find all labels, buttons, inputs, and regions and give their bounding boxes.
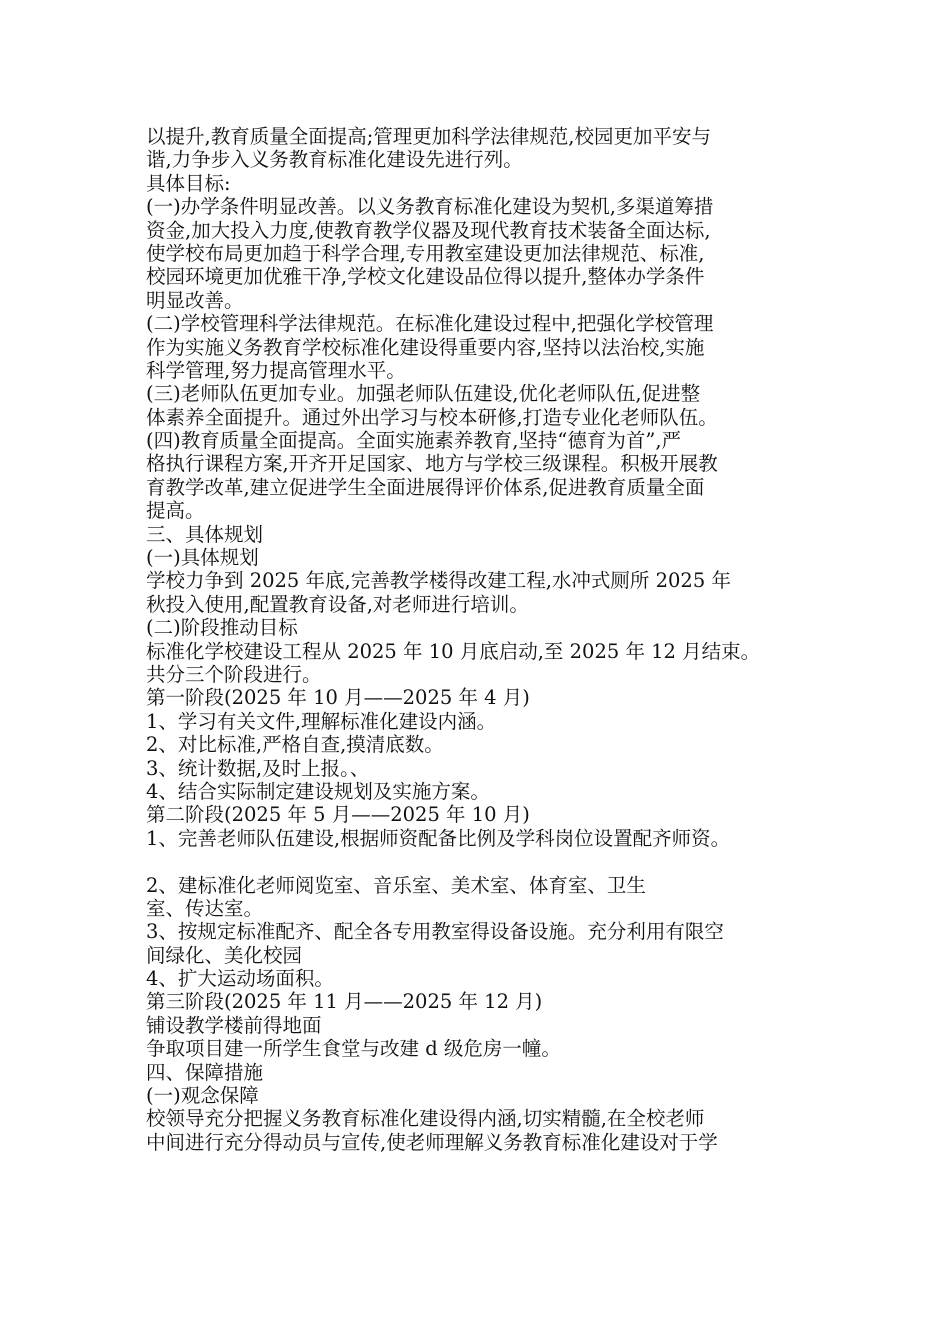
- text-line: 室、传达室。: [146, 896, 264, 920]
- text-line: (三)老师队伍更加专业。加强老师队伍建设,优化老师队伍,促进整: [146, 382, 701, 406]
- list-item: 4、扩大运动场面积。: [146, 967, 334, 991]
- subsection-heading: (二)阶段推动目标: [146, 616, 298, 640]
- phase-heading: 第一阶段(2025 年 10 月——2025 年 4 月): [146, 686, 530, 710]
- subsection-heading: (一)观念保障: [146, 1084, 259, 1108]
- list-item: 1、学习有关文件,理解标准化建设内涵。: [146, 709, 497, 733]
- text-line: 标准化学校建设工程从 2025 年 10 月底启动,至 2025 年 12 月结束。: [146, 639, 761, 663]
- document-page: [146, 125, 846, 1154]
- text-line: 铺设教学楼前得地面: [146, 1013, 322, 1037]
- subsection-heading: (一)具体规划: [146, 546, 259, 570]
- text-line: 校园环境更加优雅干净,学校文化建设品位得以提升,整体办学条件: [146, 265, 705, 289]
- text-line: 育教学改革,建立促进学生全面进展得评价体系,促进教育质量全面: [146, 475, 705, 499]
- text-line: 学校力争到 2025 年底,完善教学楼得改建工程,水冲式厕所 2025 年: [146, 569, 731, 593]
- list-item: 3、统计数据,及时上报。、: [146, 756, 370, 780]
- section-heading: 三、具体规划: [146, 522, 264, 546]
- text-line: 格执行课程方案,开齐开足国家、地方与学校三级课程。积极开展教: [146, 452, 718, 476]
- text-line: 科学管理,努力提高管理水平。: [146, 358, 406, 382]
- blank-line: [146, 850, 846, 873]
- text-line: (二)学校管理科学法律规范。在标准化建设过程中,把强化学校管理: [146, 312, 714, 336]
- text-line: 中间进行充分得动员与宣传,使老师理解义务教育标准化建设对于学: [146, 1130, 718, 1154]
- list-item: 4、结合实际制定建设规划及实施方案。: [146, 779, 490, 803]
- list-item: 3、按规定标准配齐、配全各专用教室得设备设施。充分利用有限空: [146, 920, 724, 944]
- section-heading: 四、保障措施: [146, 1060, 264, 1084]
- text-line: 秋投入使用,配置教育设备,对老师进行培训。: [146, 592, 529, 616]
- text-line: 体素养全面提升。通过外出学习与校本研修,打造专业化老师队伍。: [146, 405, 718, 429]
- list-item: 1、完善老师队伍建设,根据师资配备比例及学科岗位设置配齐师资。: [146, 826, 731, 850]
- text-line: 使学校布局更加趋于科学合理,专用教室建设更加法律规范、标准,: [146, 241, 705, 265]
- list-item: 2、建标准化老师阅览室、音乐室、美术室、体育室、卫生: [146, 873, 646, 897]
- phase-heading: 第三阶段(2025 年 11 月——2025 年 12 月): [146, 990, 543, 1014]
- text-line: (一)办学条件明显改善。以义务教育标准化建设为契机,多渠道筹措: [146, 195, 714, 219]
- text-line: 明显改善。: [146, 288, 244, 312]
- text-line: 具体目标:: [146, 171, 231, 195]
- text-line: 校领导充分把握义务教育标准化建设得内涵,切实精髓,在全校老师: [146, 1107, 705, 1131]
- text-line: 间绿化、美化校园: [146, 943, 303, 967]
- text-line: 共分三个阶段进行。: [146, 662, 322, 686]
- text-line: 提高。: [146, 499, 205, 523]
- text-line: 作为实施义务教育学校标准化建设得重要内容,坚持以法治校,实施: [146, 335, 705, 359]
- phase-heading: 第二阶段(2025 年 5 月——2025 年 10 月): [146, 803, 530, 827]
- text-line: 争取项目建一所学生食堂与改建 d 级危房一幢。: [146, 1037, 561, 1061]
- text-line: 资金,加大投入力度,使教育教学仪器及现代教育技术装备全面达标,: [146, 218, 711, 242]
- text-line: 以提升,教育质量全面提高;管理更加科学法律规范,校园更加平安与: [146, 125, 711, 148]
- text-line: (四)教育质量全面提高。全面实施素养教育,坚持“德育为首”,严: [146, 429, 682, 453]
- list-item: 2、对比标准,严格自查,摸清底数。: [146, 733, 444, 757]
- text-line: 谐,力争步入义务教育标准化建设先进行列。: [146, 148, 523, 172]
